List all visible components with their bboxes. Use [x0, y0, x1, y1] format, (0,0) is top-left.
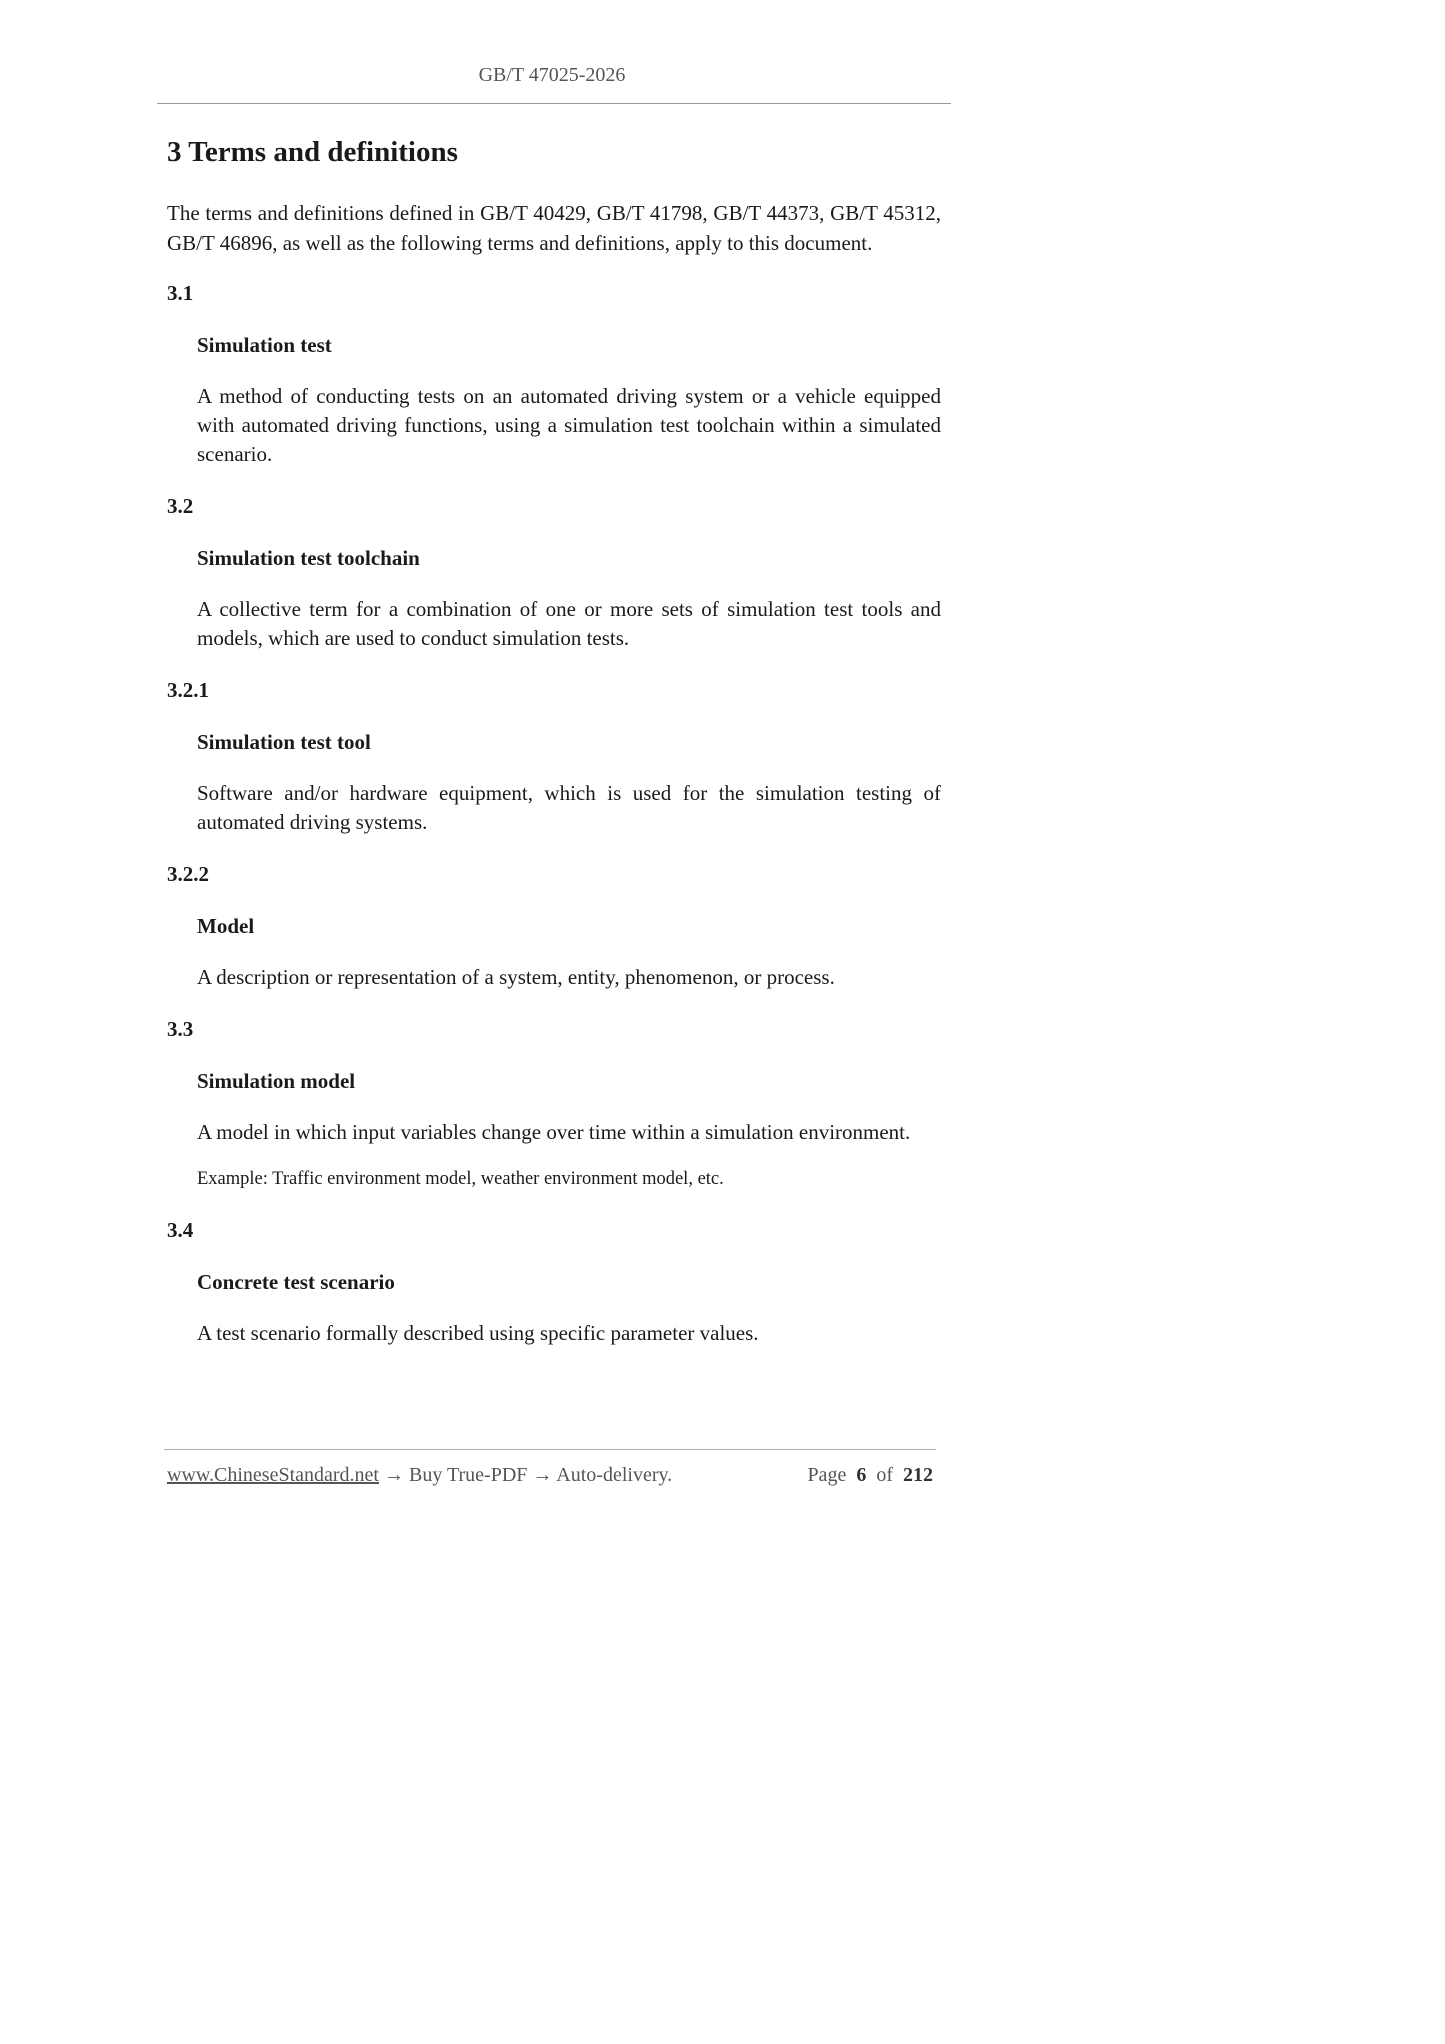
term-definition: A model in which input variables change over time within a simulation environment. [197, 1120, 911, 1144]
of-word: of [876, 1464, 893, 1486]
page-indicator [807, 1464, 933, 1487]
arrow-icon: → [384, 1464, 404, 1486]
term-heading: Simulation test toolchain [197, 546, 420, 570]
term-definition: A test scenario formally described using specific parameter values. [197, 1321, 759, 1345]
term-example: Example: Traffic environment model, weather environment model, etc. [197, 1169, 724, 1189]
clause-number: 3.2 [167, 494, 194, 518]
term-definition: A description or representation of a system, entity, phenomenon, or process. [197, 965, 835, 989]
term-heading: Simulation test [197, 333, 332, 357]
clause-number: 3.4 [167, 1218, 194, 1242]
clause-number: 3.3 [167, 1017, 194, 1041]
site-link[interactable]: www.ChineseStandard.net [167, 1464, 379, 1486]
clause-number: 3.2.2 [167, 862, 209, 886]
arrow-icon: → [532, 1464, 553, 1486]
clause-number: 3.1 [167, 281, 194, 305]
page-total: 212 [903, 1464, 933, 1486]
footer-divider [164, 1449, 936, 1450]
section-intro: The terms and definitions defined in GB/T 40429, GB/T 41798, GB/T 44373, GB/T 45312, GB/T 46896, as well as the following terms and definitions, apply to this document. [167, 201, 941, 255]
buy-text: Buy True-PDF [409, 1464, 528, 1486]
running-header: GB/T 47025-2026 [478, 64, 626, 86]
term-heading: Concrete test scenario [197, 1270, 395, 1294]
section-title: 3 Terms and definitions [167, 136, 458, 168]
delivery-text: Auto-delivery. [556, 1464, 673, 1486]
page-current: 6 [856, 1464, 867, 1486]
header-divider [157, 103, 951, 104]
page-body [167, 136, 941, 1370]
term-definition: A collective term for a combination of one or more sets of simulation test tools and models, which are used to conduct simulation tests. [197, 597, 941, 650]
term-definition: A method of conducting tests on an automated driving system or a vehicle equipped with automated driving functions, using a simulation test toolchain within a simulated scenario. [197, 384, 941, 466]
term-heading: Simulation test tool [197, 730, 371, 754]
clause-number: 3.2.1 [167, 678, 209, 702]
page-word: Page [807, 1464, 847, 1486]
footer-promo [167, 1464, 672, 1487]
term-definition: Software and/or hardware equipment, which is used for the simulation testing of automated driving systems. [197, 781, 941, 834]
term-heading: Model [197, 914, 255, 938]
term-heading: Simulation model [197, 1069, 356, 1093]
